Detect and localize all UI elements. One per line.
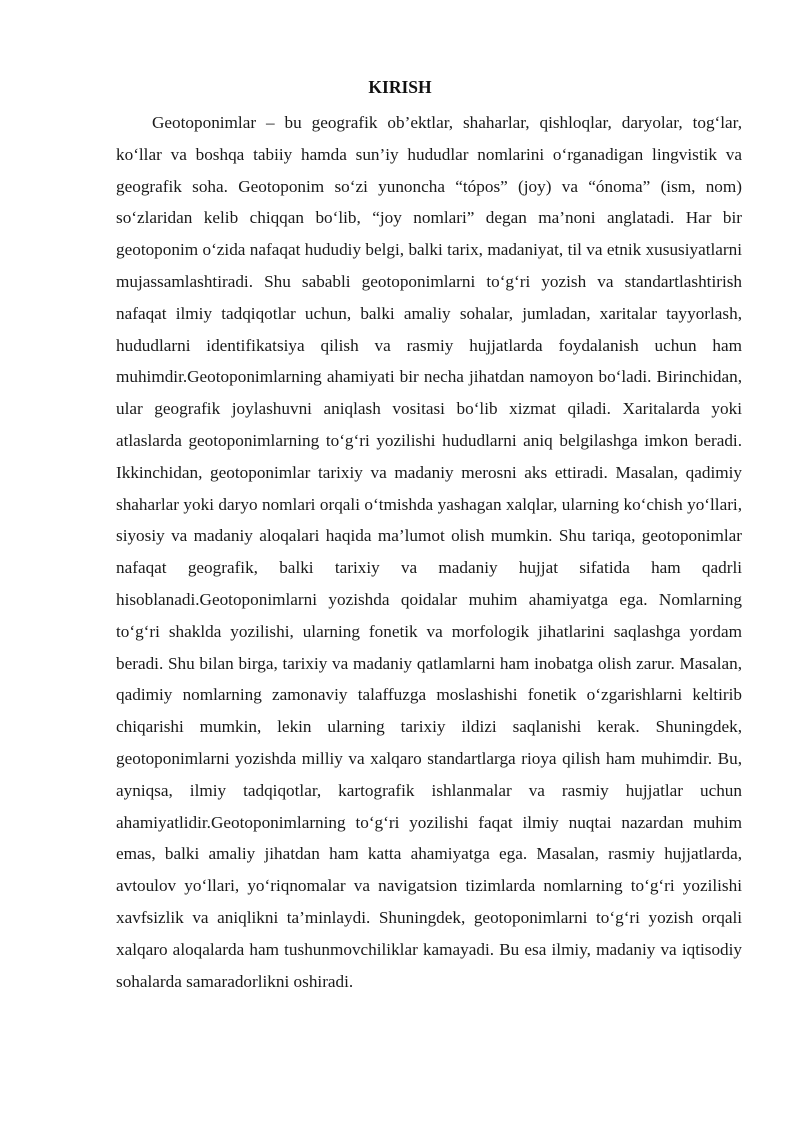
page-title: KIRISH bbox=[368, 77, 432, 97]
body-paragraph: Geotoponimlar – bu geografik ob’ektlar, shaharlar, qishloqlar, daryolar, tog‘lar, ko‘llar va boshqa tabiiy hamda sun’iy hududlar nomlarini o‘rganadigan lingvistik va geografik soha. Geotoponim so‘zi yunoncha “tópos” (joy) va “ónoma” (ism, nom) so‘zlaridan kelib chiqqan bo‘lib, “joy nomlari” degan ma’noni anglatadi. Har bir geotoponim o‘zida nafaqat hududiy belgi, balki tarix, madaniyat, til va etnik xususiyatlarni mujassamlashtiradi. Shu sababli geotoponimlarni to‘g‘ri yozish va standartlashtirish nafaqat ilmiy tadqiqotlar uchun, balki amaliy sohalar, jumladan, xaritalar tayyorlash, hududlarni identifikatsiya qilish va rasmiy hujjatlarda foydalanish uchun ham muhimdir.Geotoponimlarning ahamiyati bir necha jihatdan namoyon bo‘ladi. Birinchidan, ular geografik joylashuvni aniqlash vositasi bo‘lib xizmat qiladi. Xaritalarda yoki atlaslarda geotoponimlarning to‘g‘ri yozilishi hududlarni aniq belgilashga imkon beradi. Ikkinchidan, geotoponimlar tarixiy va madaniy merosni aks ettiradi. Masalan, qadimiy shaharlar yoki daryo nomlari orqali o‘tmishda yashagan xalqlar, ularning ko‘chish yo‘llari, siyosiy va madaniy aloqalari haqida ma’lumot olish mumkin. Shu tariqa, geotoponimlar nafaqat geografik, balki tarixiy va madaniy hujjat sifatida ham qadrli hisoblanadi.Geotoponimlarni yozishda qoidalar muhim ahamiyatga ega. Nomlarning to‘g‘ri shaklda yozilishi, ularning fonetik va morfologik jihatlarini saqlashga yordam beradi. Shu bilan birga, tarixiy va madaniy qatlamlarni ham inobatga olish zarur. Masalan, qadimiy nomlarning zamonaviy talaffuzga moslashishi fonetik o‘zgarishlarni keltirib chiqarishi mumkin, lekin ularning tarixiy ildizi saqlanishi kerak. Shuningdek, geotoponimlarni yozishda milliy va xalqaro standartlarga rioya qilish ham muhimdir. Bu, ayniqsa, ilmiy tadqiqotlar, kartografik ishlanmalar va rasmiy hujjatlar uchun ahamiyatlidir.Geotoponimlarning to‘g‘ri yozilishi faqat ilmiy nuqtai nazardan muhim emas, balki amaliy jihatdan ham katta ahamiyatga ega. Masalan, rasmiy hujjatlarda, avtoulov yo‘llari, yo‘riqnomalar va navigatsion tizimlarda nomlarning to‘g‘ri yozilishi xavfsizlik va aniqlikni ta’minlaydi. Shuningdek, geotoponimlarni to‘g‘ri yozish orqali xalqaro aloqalarda ham tushunmovchiliklar kamayadi. Bu esa ilmiy, madaniy va iqtisodiy sohalarda samaradorlikni oshiradi. bbox=[116, 113, 742, 991]
